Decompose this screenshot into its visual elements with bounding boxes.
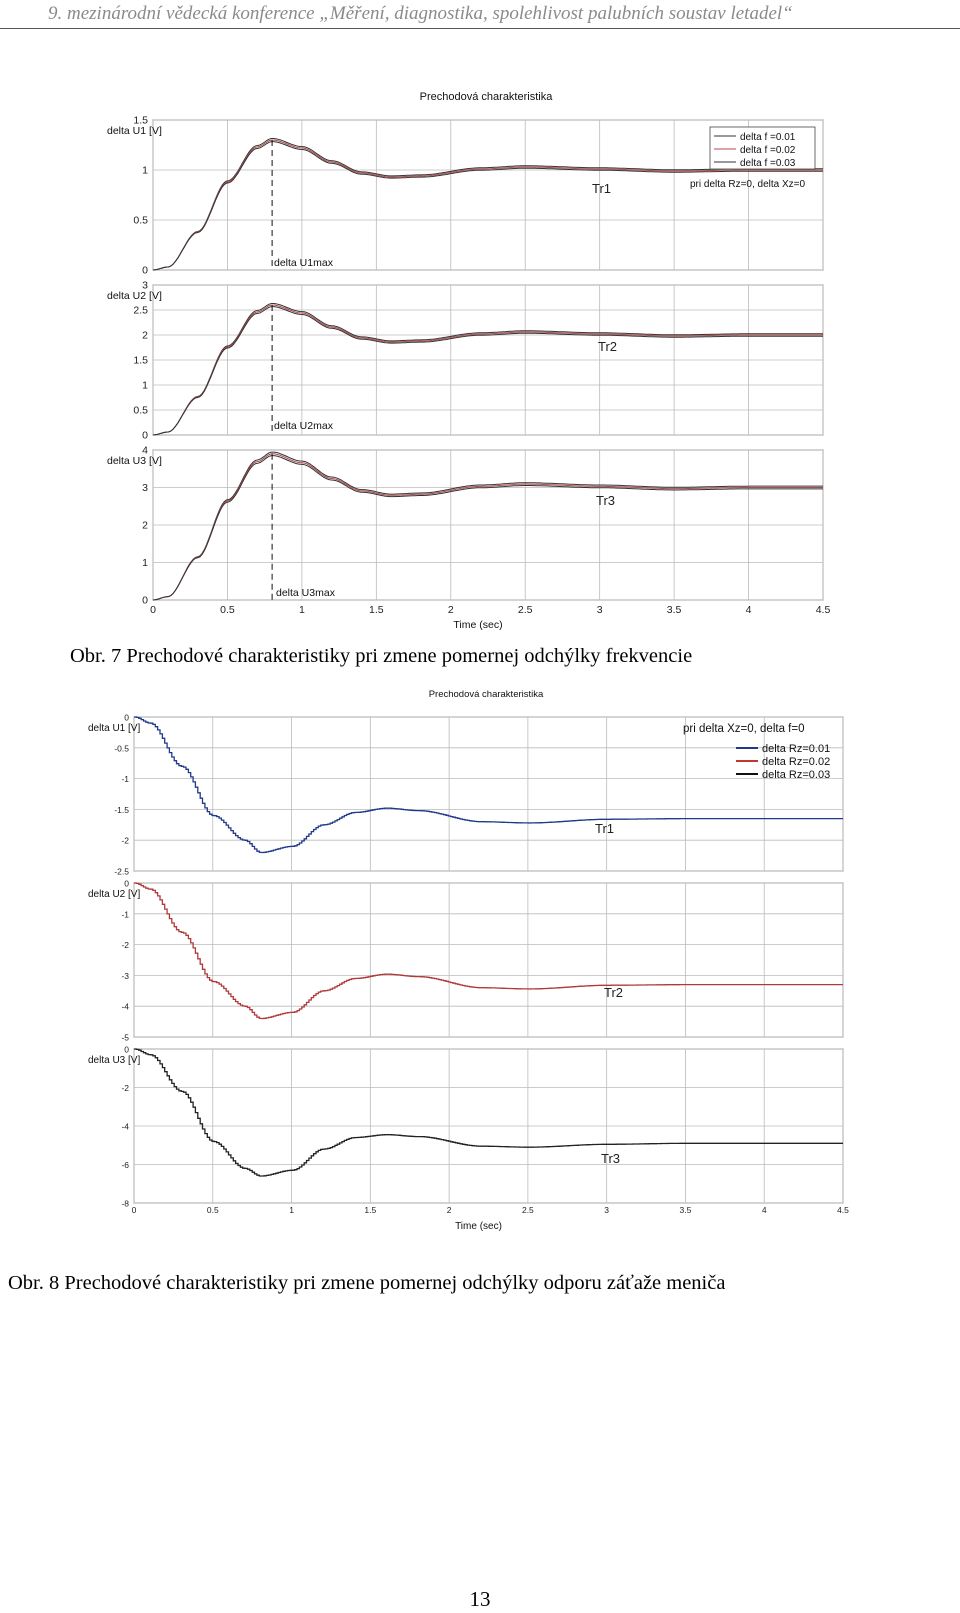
plot-area-panel-2	[134, 883, 843, 1037]
legend-entry: delta f =0.02	[740, 145, 796, 156]
legend-entry: delta Rz=0.02	[762, 756, 831, 768]
y-tick-label: 1.5	[133, 114, 148, 127]
x-tick-label: 3.5	[666, 604, 682, 616]
peak-marker-label-panel-3: delta U3max	[276, 587, 335, 599]
x-tick-label: 3.5	[679, 1205, 692, 1215]
x-tick-label: 3	[596, 604, 603, 616]
y-tick-label: -1	[121, 909, 129, 920]
y-tick-label: 0.5	[133, 214, 148, 227]
y-tick-label: -6	[121, 1160, 129, 1170]
y-tick-label: -2	[121, 835, 129, 846]
y-tick-label: 1	[142, 164, 148, 177]
y-tick-label: -2.5	[114, 866, 129, 877]
x-tick-label: 1.5	[364, 1205, 377, 1215]
x-tick-label: 1.5	[369, 604, 384, 616]
curve-label-panel-1: Tr1	[592, 181, 612, 196]
y-tick-label: -0.5	[114, 743, 129, 754]
x-tick-label: 4	[745, 604, 752, 616]
y-tick-label: 0	[124, 878, 129, 889]
x-tick-label: 2	[447, 604, 454, 616]
y-tick-label: 0	[124, 712, 129, 723]
y-tick-label: -2	[121, 940, 129, 951]
x-tick-label: 4.5	[815, 604, 831, 616]
x-tick-label: 1	[289, 1205, 294, 1215]
curve-label-panel-3: Tr3	[596, 493, 616, 508]
y-tick-label: 0	[142, 429, 148, 442]
x-tick-label: 0	[150, 604, 156, 616]
page-number: 13	[469, 1587, 491, 1611]
y-tick-label: 3	[142, 482, 148, 494]
y-axis-label-panel-2: delta U2 [V]	[88, 889, 141, 900]
y-tick-label: -5	[121, 1032, 129, 1043]
y-tick-label: -1	[121, 774, 129, 785]
curve-label-panel-3: Tr3	[601, 1151, 621, 1166]
x-tick-label: 0	[131, 1205, 137, 1215]
y-tick-label: -1.5	[114, 804, 129, 815]
legend-entry: delta Rz=0.01	[762, 743, 831, 755]
x-tick-label: 1	[298, 604, 305, 616]
chart-title: Prechodová charakteristika	[428, 689, 544, 700]
running-header-title: 9. mezinárodní vědecká konference „Měření, diagnostika, spolehlivost palubních soustav letadel“	[48, 3, 793, 24]
curve-label-panel-2: Tr2	[604, 985, 624, 1000]
y-axis-label-panel-3: delta U3 [V]	[107, 455, 162, 467]
figure-7-caption: Obr. 7 Prechodové charakteristiky pri zmene pomernej odchýlky frekvencie	[70, 645, 693, 667]
figure-8-chart	[0, 689, 960, 1267]
y-tick-label: 0	[142, 594, 148, 607]
y-tick-label: -8	[121, 1198, 129, 1209]
x-tick-label: 0.5	[206, 1205, 219, 1215]
y-tick-label: -2	[121, 1083, 129, 1093]
curve-label-panel-1: Tr1	[595, 821, 615, 836]
y-axis-label-panel-1: delta U1 [V]	[88, 723, 141, 734]
figure-7-chart	[0, 80, 960, 640]
x-tick-label: 2.5	[521, 1205, 534, 1215]
y-tick-label: 0	[142, 264, 148, 277]
y-tick-label: 4	[142, 444, 148, 457]
curve-label-panel-2: Tr2	[598, 339, 618, 354]
chart-annotation: pri delta Rz=0, delta Xz=0	[690, 179, 806, 190]
legend-entry: delta f =0.03	[740, 158, 796, 169]
x-tick-label: 2.5	[517, 604, 533, 616]
peak-marker-label-panel-2: delta U2max	[274, 420, 333, 432]
y-tick-label: 1	[142, 557, 148, 569]
x-tick-label: 3	[604, 1205, 610, 1215]
x-tick-label: 0.5	[220, 604, 235, 616]
y-tick-label: 2	[142, 329, 148, 342]
y-axis-label-panel-2: delta U2 [V]	[107, 290, 162, 302]
header-rule	[0, 28, 960, 29]
y-axis-label-panel-1: delta U1 [V]	[107, 125, 162, 137]
y-tick-label: -4	[121, 1121, 129, 1132]
legend-entry: delta f =0.01	[740, 132, 796, 143]
x-axis-label: Time (sec)	[453, 619, 503, 631]
x-axis-label: Time (sec)	[455, 1221, 502, 1232]
figure-8-caption: Obr. 8 Prechodové charakteristiky pri zmene pomernej odchýlky odporu záťaže meniča	[8, 1272, 726, 1294]
x-tick-label: 2	[446, 1205, 452, 1215]
plot-area-panel-1	[134, 717, 843, 871]
y-axis-label-panel-3: delta U3 [V]	[88, 1055, 141, 1066]
y-tick-label: 2.5	[133, 304, 148, 317]
legend-entry: delta Rz=0.03	[762, 769, 831, 781]
running-header	[0, 0, 960, 30]
y-tick-label: 1.5	[133, 354, 148, 367]
y-tick-label: 0.5	[133, 404, 148, 417]
y-tick-label: 2	[142, 519, 148, 532]
y-tick-label: 1	[142, 379, 148, 392]
y-tick-label: 0	[124, 1044, 129, 1055]
chart-annotation: pri delta Xz=0, delta f=0	[683, 723, 805, 735]
x-tick-label: 4.5	[837, 1205, 849, 1215]
chart-title: Prechodová charakteristika	[419, 91, 553, 103]
y-tick-label: 3	[142, 279, 148, 292]
x-tick-label: 4	[761, 1205, 767, 1215]
peak-marker-label-panel-1: delta U1max	[274, 257, 333, 269]
y-tick-label: -4	[121, 1001, 129, 1012]
y-tick-label: -3	[121, 970, 129, 981]
